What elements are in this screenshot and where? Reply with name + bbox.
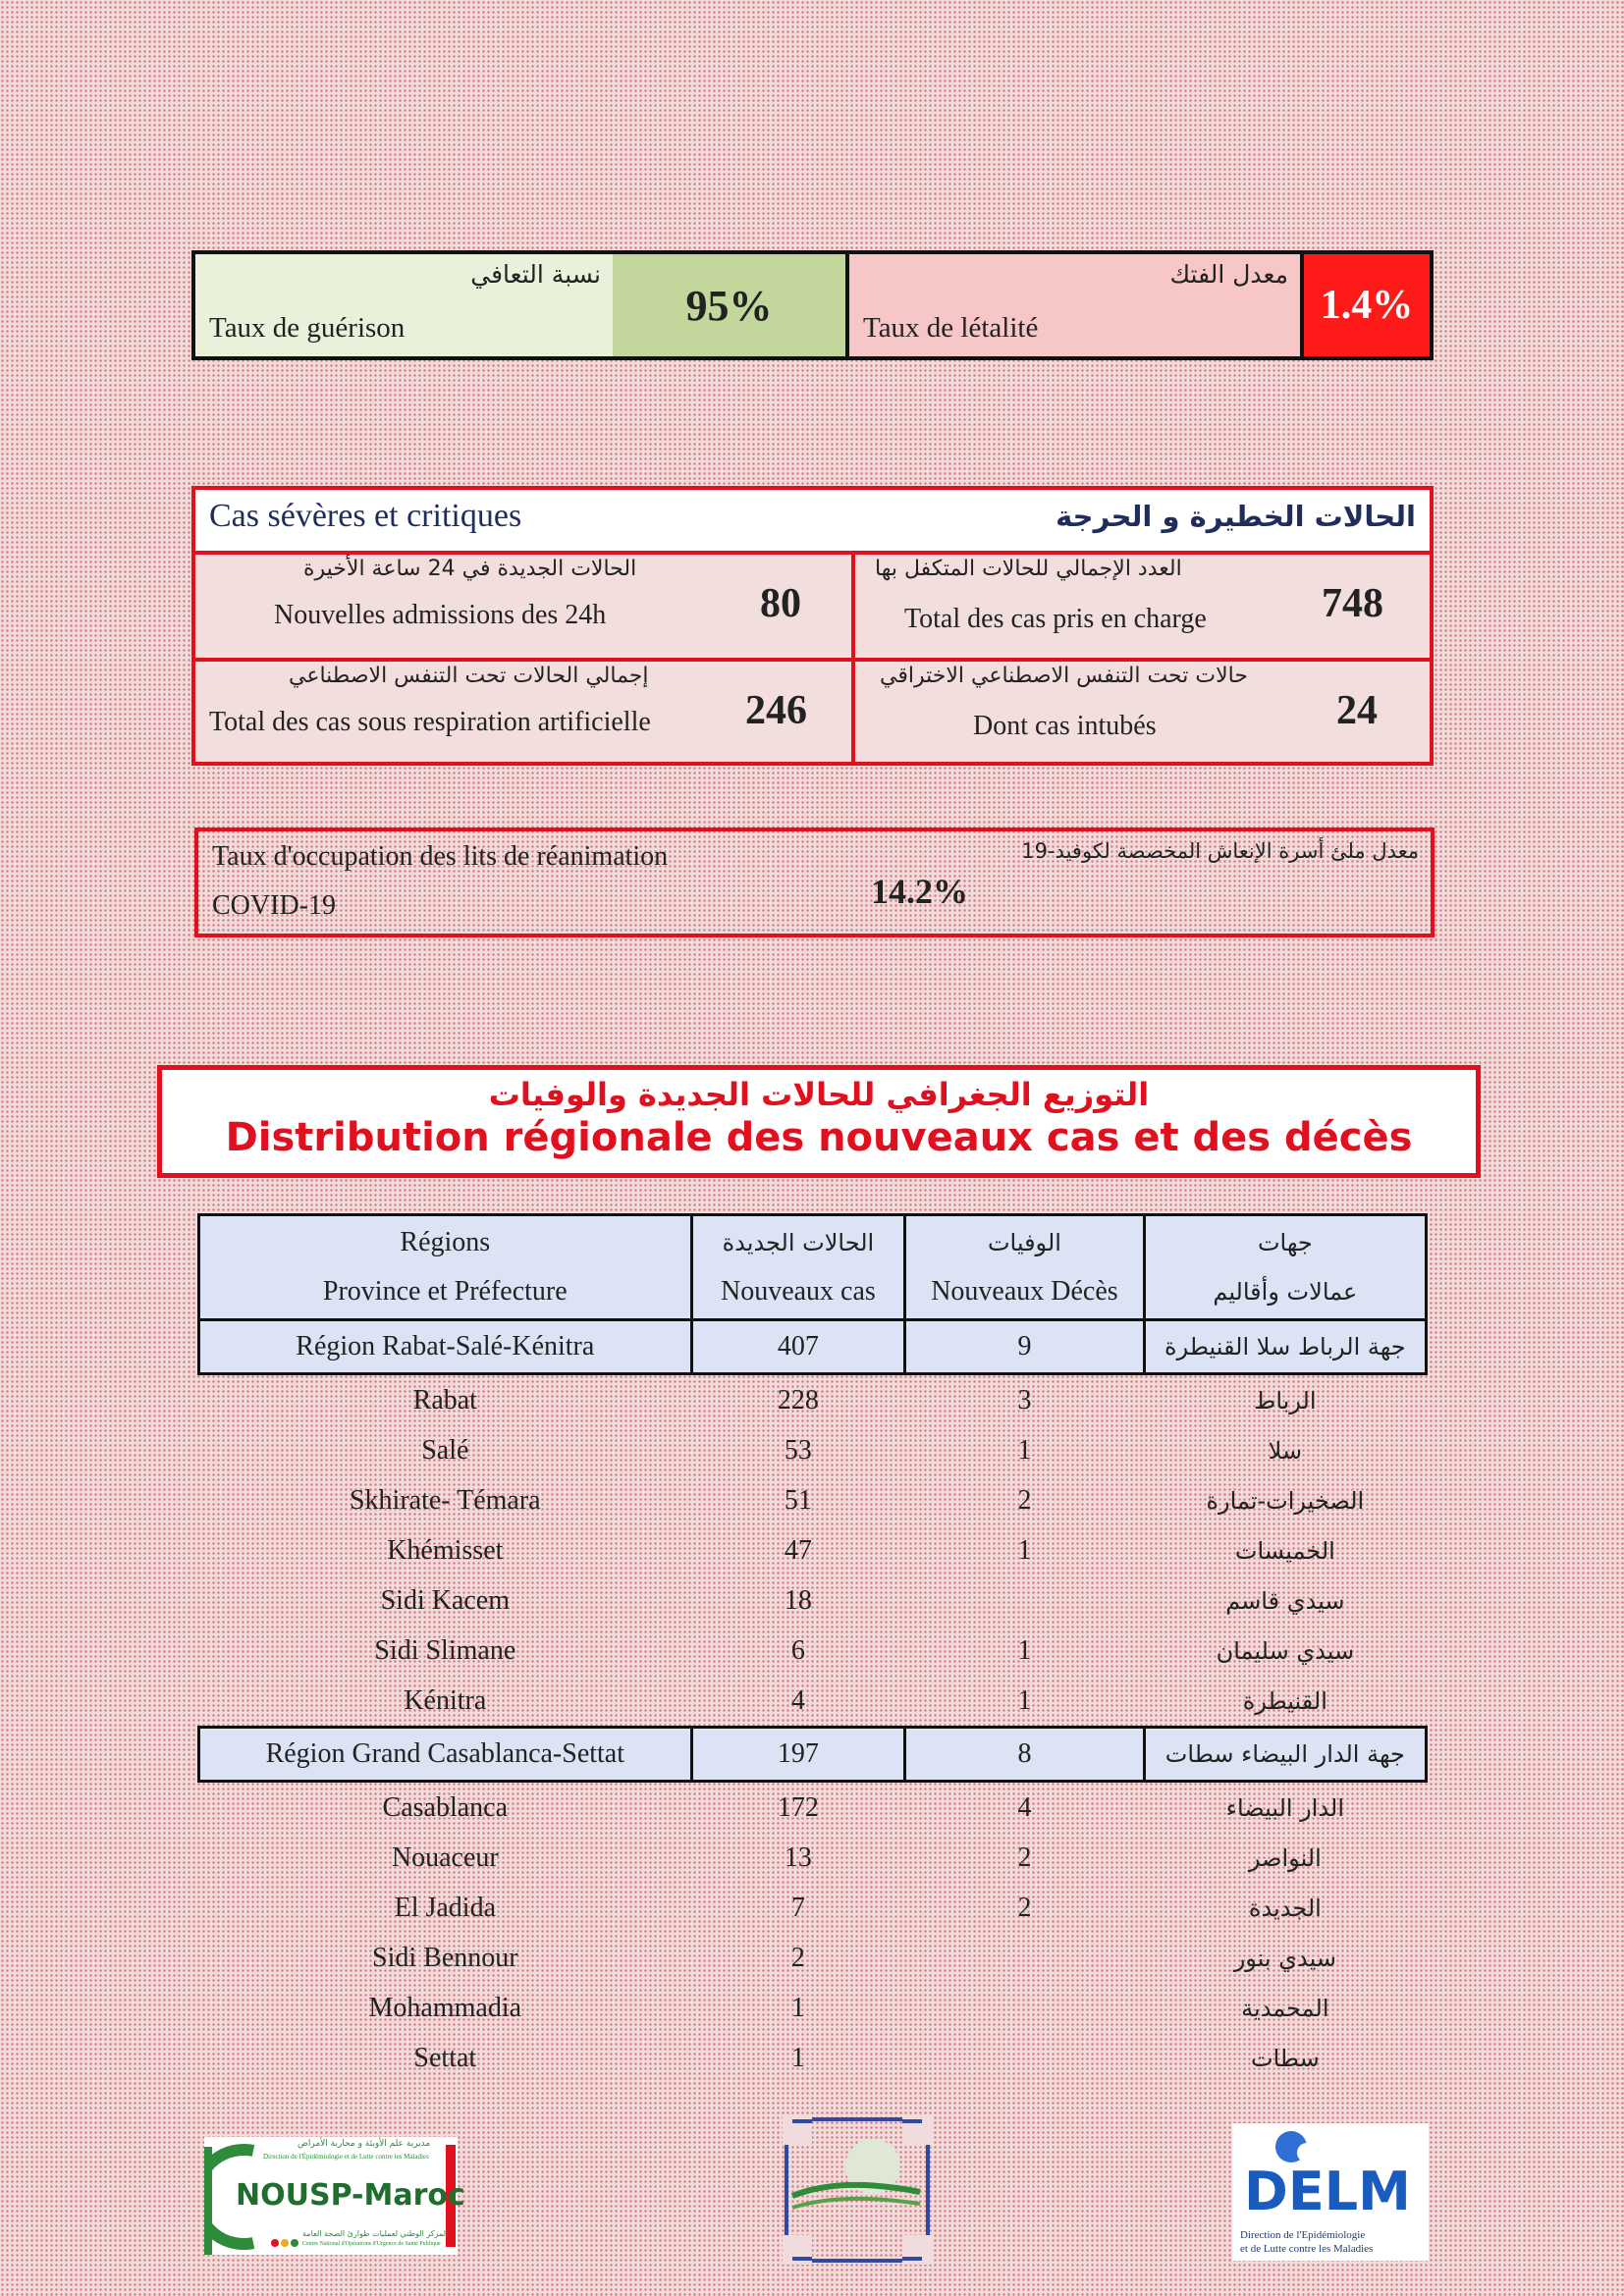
row-name-ar: سلا — [1268, 1436, 1303, 1465]
table-row — [199, 1374, 1427, 1426]
row-name: Sidi Bennour — [372, 1942, 518, 1973]
recovery-label-cell — [195, 254, 613, 356]
row-name: El Jadida — [394, 1892, 497, 1923]
intubated-label-fr: Dont cas intubés — [973, 711, 1157, 741]
header-regions-ar — [1144, 1215, 1426, 1320]
row-name: Sidi Kacem — [380, 1584, 511, 1616]
ventilation-label-ar: إجمالي الحالات تحت التنفس الاصطناعي — [289, 664, 649, 688]
row-name: Mohammadia — [368, 1992, 522, 2023]
row-new-cases: 53 — [784, 1434, 812, 1466]
table-row — [199, 1626, 1427, 1676]
intubated-value: 24 — [1336, 688, 1378, 733]
row-new-cases: 172 — [777, 1791, 819, 1823]
table-row — [199, 1676, 1427, 1728]
delm-logo-sub-2: et de Lutte contre les Maladies — [1240, 2243, 1374, 2255]
row-deaths: 3 — [1017, 1384, 1032, 1415]
row-new-cases: 407 — [691, 1320, 905, 1374]
row-name-ar: جهة الدار البيضاء سطات — [1144, 1728, 1426, 1782]
delm-logo — [1232, 2123, 1429, 2261]
row-deaths: 1 — [1017, 1434, 1032, 1466]
row-new-cases: 7 — [790, 1892, 805, 1923]
table-row — [199, 1475, 1427, 1525]
delm-logo-sub-1: Direction de l'Epidémiologie — [1240, 2229, 1366, 2241]
row-new-cases: 47 — [784, 1534, 812, 1566]
row-new-cases: 6 — [790, 1634, 805, 1666]
region-row — [199, 1728, 1427, 1782]
row-name-ar: الخميسات — [1234, 1536, 1335, 1565]
row-deaths: 2 — [1017, 1484, 1032, 1516]
table-row — [199, 2033, 1427, 2083]
header-deaths — [905, 1215, 1144, 1320]
row-deaths — [905, 2033, 1144, 2083]
recovery-label-ar: نسبة التعافي — [470, 260, 601, 289]
table-row — [199, 1782, 1427, 1834]
delm-logo-text: DELM — [1244, 2161, 1411, 2222]
new-admissions-value: 80 — [760, 581, 801, 626]
severe-title-fr: Cas sévères et critiques — [209, 498, 522, 534]
header-deaths-fr: Nouveaux Décès — [931, 1276, 1118, 1307]
row-deaths: 2 — [1017, 1842, 1032, 1873]
total-cases-label-ar: العدد الإجمالي للحالات المتكفل بها — [875, 557, 1182, 581]
distribution-title-fr: Distribution régionale des nouveaux cas et des décès — [225, 1115, 1413, 1160]
row-name-ar: المحمدية — [1241, 1994, 1329, 2022]
nousp-logo-text: NOUSP-Maroc — [236, 2178, 465, 2213]
row-new-cases: 2 — [790, 1942, 805, 1973]
row-name: Nouaceur — [391, 1842, 499, 1873]
new-admissions-label-fr: Nouvelles admissions des 24h — [274, 600, 607, 630]
row-new-cases: 13 — [784, 1842, 812, 1873]
header-province-fr: Province et Préfecture — [322, 1276, 568, 1307]
lethality-label-ar: معدل الفتك — [1169, 260, 1288, 289]
row-new-cases: 228 — [777, 1384, 819, 1415]
new-admissions-label-ar: الحالات الجديدة في 24 ساعة الأخيرة — [303, 557, 637, 581]
row-new-cases: 197 — [691, 1728, 905, 1782]
table-row — [199, 1883, 1427, 1933]
row-name-ar: الدار البيضاء — [1225, 1793, 1345, 1822]
intubated-cell — [855, 662, 1430, 766]
total-cases-value: 748 — [1322, 581, 1383, 626]
new-admissions-cell — [195, 555, 851, 658]
row-deaths — [905, 1983, 1144, 2033]
lethality-label-cell — [849, 254, 1304, 356]
row-name: Kénitra — [404, 1684, 487, 1716]
row-new-cases: 1 — [790, 1992, 805, 2023]
header-regions-ar-2: عمالات وأقاليم — [1213, 1278, 1358, 1306]
header-deaths-ar: الوفيات — [987, 1229, 1061, 1256]
row-name: Salé — [421, 1434, 469, 1466]
occupancy-label-fr-covid: COVID-19 — [212, 890, 336, 921]
nousp-logo-bottom-fr: Centre National d'Opérations d'Urgence de Santé Publique — [302, 2241, 441, 2247]
row-name-ar: النواصر — [1248, 1843, 1322, 1872]
header-new-cases — [691, 1215, 905, 1320]
row-name: Sidi Slimane — [374, 1634, 516, 1666]
row-new-cases: 4 — [790, 1684, 805, 1716]
severe-cases-panel — [191, 486, 1434, 766]
row-name-ar: سيدي بنور — [1233, 1944, 1336, 1972]
row-name: Région Rabat-Salé-Kénitra — [199, 1320, 692, 1374]
table-row — [199, 1575, 1427, 1626]
row-name-ar: سيدي قاسم — [1225, 1586, 1345, 1615]
row-name-ar: جهة الرباط سلا القنيطرة — [1144, 1320, 1426, 1374]
row-new-cases: 18 — [784, 1584, 812, 1616]
header-regions-fr: Régions — [400, 1227, 491, 1257]
row-name-ar: سيدي سليمان — [1216, 1636, 1355, 1665]
table-row — [199, 1983, 1427, 2033]
row-name: Khémisset — [387, 1534, 504, 1566]
occupancy-label-ar: معدل ملئ أسرة الإنعاش المخصصة لكوفيد-19 — [1021, 839, 1419, 863]
row-deaths: 1 — [1017, 1534, 1032, 1566]
intubated-label-ar: حالات تحت التنفس الاصطناعي الاختراقي — [880, 664, 1248, 688]
row-name: Settat — [413, 2042, 477, 2073]
rates-panel — [191, 250, 1434, 360]
table-row — [199, 1833, 1427, 1883]
header-regions — [199, 1215, 692, 1320]
regional-distribution-table — [197, 1213, 1428, 2083]
row-deaths: 1 — [1017, 1634, 1032, 1666]
table-header-row — [199, 1215, 1427, 1320]
row-deaths: 4 — [1017, 1791, 1032, 1823]
row-name-ar: الرباط — [1254, 1386, 1317, 1415]
table-row — [199, 1933, 1427, 1983]
table-row — [199, 1525, 1427, 1575]
severe-cases-header — [195, 490, 1430, 555]
severe-title-ar: الحالات الخطيرة و الحرجة — [1056, 500, 1416, 533]
occupancy-value: 14.2% — [871, 872, 968, 911]
total-cases-label-fr: Total des cas pris en charge — [904, 604, 1207, 634]
row-deaths — [905, 1575, 1144, 1626]
recovery-label-fr: Taux de guérison — [209, 312, 406, 344]
lethality-label-fr: Taux de létalité — [863, 312, 1039, 344]
row-deaths: 8 — [905, 1728, 1144, 1782]
region-row — [199, 1320, 1427, 1374]
row-name-ar: الصخيرات-تمارة — [1206, 1486, 1365, 1515]
row-name: Casablanca — [382, 1791, 509, 1823]
header-regions-ar-1: جهات — [1257, 1229, 1313, 1256]
recovery-value: 95% — [613, 254, 849, 356]
row-deaths: 1 — [1017, 1684, 1032, 1716]
row-deaths: 2 — [1017, 1892, 1032, 1923]
row-name-ar: القنيطرة — [1242, 1686, 1327, 1715]
row-name: Skhirate- Témara — [349, 1484, 541, 1516]
row-new-cases: 1 — [790, 2042, 805, 2073]
row-new-cases: 51 — [784, 1484, 812, 1516]
row-name-ar: الجديدة — [1248, 1894, 1322, 1922]
distribution-title-ar: التوزيع الجغرافي للحالات الجديدة والوفيات — [488, 1076, 1150, 1113]
row-deaths — [905, 1933, 1144, 1983]
row-deaths: 9 — [905, 1320, 1144, 1374]
ventilation-value: 246 — [745, 688, 807, 733]
nousp-logo-ar: مديرية علم الأوبئة و محاربة الأمراض — [298, 2139, 431, 2149]
header-new-cases-fr: Nouveaux cas — [720, 1276, 876, 1307]
nousp-logo-fr: Direction de l'Épidémiologie et de Lutte contre les Maladies — [263, 2153, 429, 2161]
header-new-cases-ar: الحالات الجديدة — [722, 1229, 875, 1256]
table-row — [199, 1425, 1427, 1475]
occupancy-label-fr: Taux d'occupation des lits de réanimation — [212, 841, 669, 872]
lethality-value: 1.4% — [1304, 254, 1430, 356]
ventilation-label-fr: Total des cas sous respiration artificielle — [209, 707, 651, 737]
nousp-logo — [204, 2137, 465, 2255]
ministry-emblem-logo — [783, 2115, 932, 2265]
row-name-ar: سطات — [1250, 2044, 1320, 2072]
row-name: Rabat — [412, 1384, 477, 1415]
distribution-title-box — [157, 1065, 1481, 1178]
icu-occupancy-panel — [194, 828, 1435, 937]
total-cases-cell — [855, 555, 1430, 658]
ventilation-cell — [195, 662, 851, 766]
row-name: Région Grand Casablanca-Settat — [199, 1728, 692, 1782]
nousp-logo-bottom-ar: المركز الوطني لعمليات طوارئ الصحة العامة — [302, 2229, 449, 2238]
